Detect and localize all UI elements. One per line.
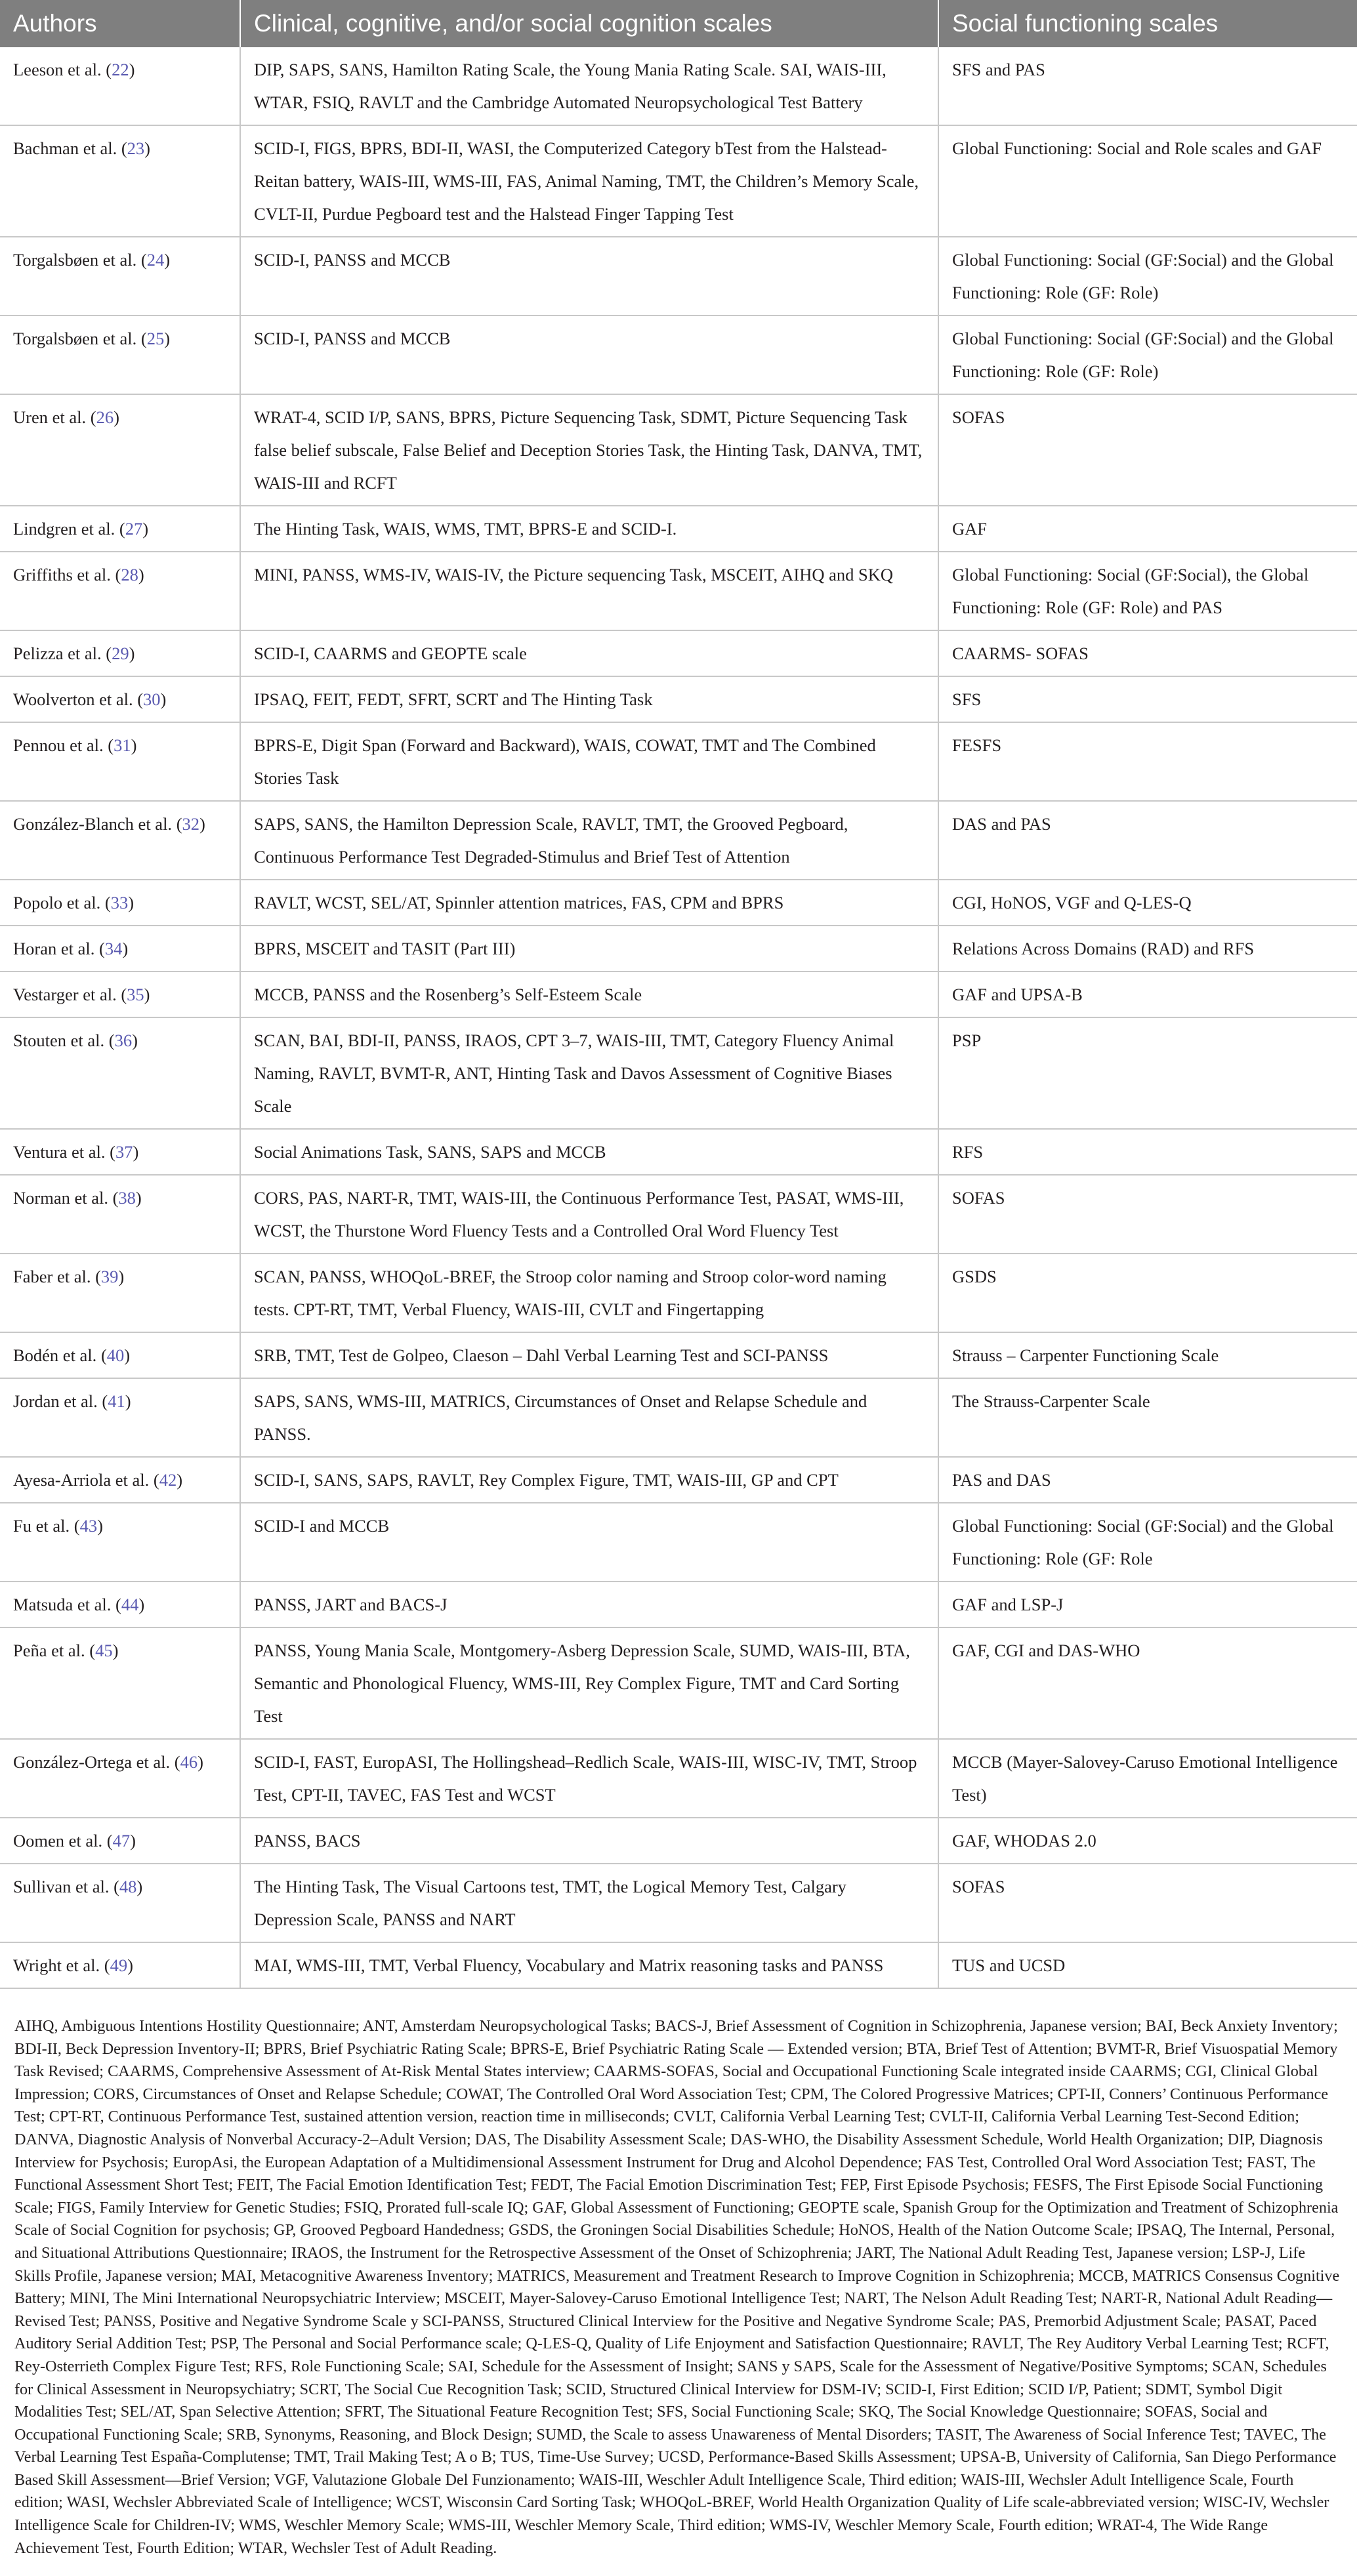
reference-link[interactable]: 28 [121,565,138,584]
clinical-scales-cell: The Hinting Task, WAIS, WMS, TMT, BPRS-E and SCID-I. [240,506,938,552]
table-row [0,801,1357,880]
table-row [0,1332,1357,1378]
ref-open-paren: ( [86,407,96,427]
social-scales-cell: DAS and PAS [938,801,1357,880]
table-row [0,1129,1357,1175]
social-scales-cell: GSDS [938,1254,1357,1332]
header-social-scales: Social functioning scales [938,0,1357,47]
ref-open-paren: ( [105,1142,115,1162]
author-cell [0,676,240,722]
ref-open-paren: ( [111,1595,121,1614]
clinical-scales-cell: SCID-I, CAARMS and GEOPTE scale [240,630,938,676]
social-scales-cell: SOFAS [938,1864,1357,1942]
clinical-scales-cell: CORS, PAS, NART-R, TMT, WAIS-III, the Continuous Performance Test, PASAT, WMS-III, WCST, the Thurstone Word Fluency Tests and a Controlled Oral Word Fluency Test [240,1175,938,1254]
clinical-scales-cell: WRAT-4, SCID I/P, SANS, BPRS, Picture Sequencing Task, SDMT, Picture Sequencing Task false belief subscale, False Belief and Deception Stories Task, the Hinting Task, DANVA, TMT, WAIS-III and RCFT [240,394,938,506]
author-name: Uren et al. [13,407,87,427]
social-scales-cell: GAF, CGI and DAS-WHO [938,1627,1357,1739]
author-cell [0,552,240,630]
clinical-scales-cell: SCAN, BAI, BDI-II, PANSS, IRAOS, CPT 3–7, WAIS-III, TMT, Category Fluency Animal Naming, RAVLT, BVMT-R, ANT, Hinting Task and Davos Assessment of Cognitive Biases Scale [240,1017,938,1129]
author-cell [0,1627,240,1739]
social-scales-cell: PSP [938,1017,1357,1129]
social-scales-cell: Global Functioning: Social (GF:Social), the Global Functioning: Role (GF: Role) and PAS [938,552,1357,630]
author-name: Fu et al. [13,1516,70,1536]
reference-link[interactable]: 34 [104,939,123,958]
reference-link[interactable]: 36 [114,1031,133,1050]
reference-link[interactable]: 29 [112,644,129,663]
social-scales-cell: Global Functioning: Social (GF:Social) and the Global Functioning: Role (GF: Role) [938,237,1357,316]
clinical-scales-cell: PANSS, JART and BACS-J [240,1582,938,1627]
clinical-scales-cell: BPRS-E, Digit Span (Forward and Backward), WAIS, COWAT, TMT and The Combined Stories Task [240,722,938,801]
author-name: Ventura et al. [13,1142,106,1162]
author-name: Oomen et al. [13,1831,103,1850]
author-name: Jordan et al. [13,1391,98,1411]
author-cell [0,316,240,394]
social-scales-cell: Global Functioning: Social (GF:Social) and the Global Functioning: Role (GF: Role [938,1503,1357,1582]
ref-close-paren: ) [142,519,149,539]
ref-close-paren: ) [112,1641,119,1660]
reference-link[interactable]: 30 [143,689,161,709]
ref-open-paren: ( [116,985,127,1004]
table-row [0,316,1357,394]
ref-close-paren: ) [124,1345,131,1365]
social-scales-cell: PAS and DAS [938,1457,1357,1503]
clinical-scales-cell: RAVLT, WCST, SEL/AT, Spinnler attention matrices, FAS, CPM and BPRS [240,880,938,926]
ref-open-paren: ( [100,1955,110,1975]
author-name: Bachman et al. [13,138,117,158]
reference-link[interactable]: 25 [146,329,165,348]
header-clinical-scales: Clinical, cognitive, and/or social cognition scales [240,0,938,47]
author-name: Pelizza et al. [13,644,102,663]
ref-open-paren: ( [85,1641,96,1660]
ref-close-paren: ) [127,1955,133,1975]
clinical-scales-cell: The Hinting Task, The Visual Cartoons test, TMT, the Logical Memory Test, Calgary Depression Scale, PANSS and NART [240,1864,938,1942]
author-cell [0,1942,240,1988]
ref-open-paren: ( [70,1516,80,1536]
author-cell [0,1017,240,1129]
reference-link[interactable]: 49 [110,1955,128,1975]
table-row [0,1175,1357,1254]
author-name: Popolo et al. [13,893,101,912]
author-name: González-Ortega et al. [13,1752,171,1772]
clinical-scales-cell: MCCB, PANSS and the Rosenberg’s Self-Esteem Scale [240,971,938,1017]
table-row [0,1582,1357,1627]
ref-close-paren: ) [129,60,135,79]
table-row [0,1739,1357,1818]
author-cell [0,1864,240,1942]
social-scales-cell: CAARMS- SOFAS [938,630,1357,676]
ref-open-paren: ( [136,329,147,348]
author-name: Torgalsbøen et al. [13,250,137,270]
table-row [0,394,1357,506]
ref-close-paren: ) [129,644,135,663]
clinical-scales-cell: Social Animations Task, SANS, SAPS and MCCB [240,1129,938,1175]
reference-link[interactable]: 22 [112,60,129,79]
author-name: Stouten et al. [13,1031,105,1050]
author-name: Peña et al. [13,1641,85,1660]
social-scales-cell: SOFAS [938,394,1357,506]
social-scales-cell: Global Functioning: Social (GF:Social) and the Global Functioning: Role (GF: Role) [938,316,1357,394]
social-scales-cell: GAF and UPSA-B [938,971,1357,1017]
author-cell [0,880,240,926]
ref-open-paren: ( [109,1877,119,1896]
reference-link[interactable]: 48 [119,1877,137,1896]
social-scales-cell: GAF, WHODAS 2.0 [938,1818,1357,1864]
ref-open-paren: ( [100,893,111,912]
author-cell [0,1175,240,1254]
ref-close-paren: ) [133,1142,139,1162]
ref-open-paren: ( [101,644,112,663]
header-row [0,0,1357,47]
table-row [0,676,1357,722]
social-scales-cell: GAF [938,506,1357,552]
social-scales-cell: SFS [938,676,1357,722]
author-cell [0,1739,240,1818]
author-cell [0,1332,240,1378]
ref-close-paren: ) [131,735,137,755]
author-cell [0,1378,240,1457]
ref-close-paren: ) [135,1188,142,1208]
author-cell [0,237,240,316]
social-scales-cell: Global Functioning: Social and Role scales and GAF [938,125,1357,237]
ref-open-paren: ( [110,565,121,584]
clinical-scales-cell: MAI, WMS-III, TMT, Verbal Fluency, Vocabulary and Matrix reasoning tasks and PANSS [240,1942,938,1988]
ref-open-paren: ( [91,1267,101,1286]
author-name: Lindgren et al. [13,519,115,539]
reference-link[interactable]: 39 [100,1267,119,1286]
ref-close-paren: ) [198,1752,203,1772]
author-name: Horan et al. [13,939,95,958]
ref-close-paren: ) [136,1877,143,1896]
ref-open-paren: ( [133,689,144,709]
table-row [0,1378,1357,1457]
ref-open-paren: ( [102,1831,113,1850]
ref-open-paren: ( [172,814,182,834]
ref-open-paren: ( [115,519,125,539]
author-cell [0,1818,240,1864]
author-name: Ayesa-Arriola et al. [13,1470,150,1490]
ref-close-paren: ) [177,1470,183,1490]
reference-link[interactable]: 40 [106,1345,125,1365]
reference-link[interactable]: 33 [110,893,129,912]
author-name: Vestarger et al. [13,985,117,1004]
author-cell [0,722,240,801]
ref-open-paren: ( [97,1391,108,1411]
ref-close-paren: ) [130,1831,136,1850]
author-cell [0,125,240,237]
reference-link[interactable]: 27 [125,519,143,539]
ref-open-paren: ( [96,1345,107,1365]
table-row [0,971,1357,1017]
table-row [0,1017,1357,1129]
reference-link[interactable]: 46 [180,1752,198,1772]
reference-link[interactable]: 26 [96,407,114,427]
author-cell [0,801,240,880]
clinical-scales-cell: SCID-I, SANS, SAPS, RAVLT, Rey Complex Figure, TMT, WAIS-III, GP and CPT [240,1457,938,1503]
reference-link[interactable]: 31 [114,735,131,755]
clinical-scales-cell: DIP, SAPS, SANS, Hamilton Rating Scale, the Young Mania Rating Scale. SAI, WAIS-III, WTAR, FSIQ, RAVLT and the Cambridge Automated Neuropsychological Test Battery [240,47,938,125]
ref-open-paren: ( [136,250,147,270]
author-cell [0,971,240,1017]
header-authors: Authors [0,0,240,47]
ref-close-paren: ) [164,329,171,348]
reference-link[interactable]: 41 [108,1391,125,1411]
table-header [0,0,1357,47]
ref-close-paren: ) [114,407,119,427]
clinical-scales-cell: SRB, TMT, Test de Golpeo, Claeson – Dahl Verbal Learning Test and SCI-PANSS [240,1332,938,1378]
table-row [0,1942,1357,1988]
author-name: González-Blanch et al. [13,814,173,834]
author-cell [0,506,240,552]
ref-close-paren: ) [122,939,129,958]
clinical-scales-cell: IPSAQ, FEIT, FEDT, SFRT, SCRT and The Hinting Task [240,676,938,722]
ref-close-paren: ) [138,565,144,584]
table-row [0,1864,1357,1942]
reference-link[interactable]: 24 [146,250,165,270]
clinical-scales-cell: PANSS, Young Mania Scale, Montgomery-Asberg Depression Scale, SUMD, WAIS-III, BTA, Semantic and Phonological Fluency, WMS-III, Rey Complex Figure, TMT and Card Sorting Test [240,1627,938,1739]
author-name: Griffiths et al. [13,565,111,584]
reference-link[interactable]: 35 [127,985,144,1004]
table-body [0,47,1357,1988]
table-row [0,1627,1357,1739]
social-scales-cell: SFS and PAS [938,47,1357,125]
social-scales-cell: Relations Across Domains (RAD) and RFS [938,926,1357,971]
reference-link[interactable]: 38 [118,1188,136,1208]
reference-link[interactable]: 47 [112,1831,131,1850]
author-cell [0,1582,240,1627]
clinical-scales-cell: SAPS, SANS, the Hamilton Depression Scale, RAVLT, TMT, the Grooved Pegboard, Continuous Performance Test Degraded-Stimulus and Brief Test of Attention [240,801,938,880]
table-row [0,237,1357,316]
ref-open-paren: ( [101,60,112,79]
author-name: Woolverton et al. [13,689,133,709]
ref-close-paren: ) [132,1031,138,1050]
author-cell [0,47,240,125]
clinical-scales-cell: PANSS, BACS [240,1818,938,1864]
clinical-scales-cell: BPRS, MSCEIT and TASIT (Part III) [240,926,938,971]
author-cell [0,1129,240,1175]
ref-close-paren: ) [97,1516,103,1536]
social-scales-cell: The Strauss-Carpenter Scale [938,1378,1357,1457]
author-cell [0,1254,240,1332]
ref-close-paren: ) [160,689,167,709]
author-name: Torgalsbøen et al. [13,329,137,348]
author-name: Faber et al. [13,1267,91,1286]
social-scales-cell: SOFAS [938,1175,1357,1254]
social-scales-cell: FESFS [938,722,1357,801]
social-scales-cell: GAF and LSP-J [938,1582,1357,1627]
ref-open-paren: ( [149,1470,159,1490]
ref-close-paren: ) [138,1595,145,1614]
table-row [0,552,1357,630]
ref-close-paren: ) [118,1267,125,1286]
table-row [0,880,1357,926]
table-row [0,722,1357,801]
author-cell [0,1503,240,1582]
ref-open-paren: ( [104,1031,115,1050]
clinical-scales-cell: MINI, PANSS, WMS-IV, WAIS-IV, the Picture sequencing Task, MSCEIT, AIHQ and SKQ [240,552,938,630]
author-cell [0,926,240,971]
ref-open-paren: ( [103,735,114,755]
clinical-scales-cell: SCID-I and MCCB [240,1503,938,1582]
author-name: Pennou et al. [13,735,104,755]
author-name: Sullivan et al. [13,1877,110,1896]
reference-link[interactable]: 43 [79,1516,98,1536]
social-scales-cell: Strauss – Carpenter Functioning Scale [938,1332,1357,1378]
author-name: Wright et al. [13,1955,100,1975]
table-row [0,125,1357,237]
author-name: Matsuda et al. [13,1595,112,1614]
clinical-scales-cell: SCAN, PANSS, WHOQoL-BREF, the Stroop color naming and Stroop color-word naming tests. CPT-RT, TMT, Verbal Fluency, WAIS-III, CVLT and Fingertapping [240,1254,938,1332]
author-name: Bodén et al. [13,1345,97,1365]
reference-link[interactable]: 42 [159,1470,177,1490]
author-name: Leeson et al. [13,60,102,79]
social-scales-cell: CGI, HoNOS, VGF and Q-LES-Q [938,880,1357,926]
author-name: Norman et al. [13,1188,108,1208]
ref-close-paren: ) [125,1391,131,1411]
table-row [0,1503,1357,1582]
reference-link[interactable]: 37 [115,1142,133,1162]
reference-link[interactable]: 23 [127,138,145,158]
author-cell [0,394,240,506]
clinical-scales-cell: SAPS, SANS, WMS-III, MATRICS, Circumstances of Onset and Relapse Schedule and PANSS. [240,1378,938,1457]
table-row [0,926,1357,971]
author-cell [0,1457,240,1503]
table-row [0,506,1357,552]
table-row [0,47,1357,125]
table-row [0,1818,1357,1864]
clinical-scales-cell: SCID-I, FAST, EuropASI, The Hollingshead–Redlich Scale, WAIS-III, WISC-IV, TMT, Stroop Test, CPT-II, TAVEC, FAS Test and WCST [240,1739,938,1818]
ref-close-paren: ) [144,985,150,1004]
ref-open-paren: ( [94,939,105,958]
table-row [0,630,1357,676]
ref-close-paren: ) [144,138,150,158]
ref-open-paren: ( [108,1188,119,1208]
clinical-scales-cell: SCID-I, PANSS and MCCB [240,237,938,316]
ref-open-paren: ( [170,1752,180,1772]
ref-open-paren: ( [117,138,127,158]
ref-close-paren: ) [164,250,171,270]
author-cell [0,630,240,676]
social-scales-cell: TUS and UCSD [938,1942,1357,1988]
ref-close-paren: ) [128,893,135,912]
reference-link[interactable]: 44 [121,1595,139,1614]
table-row [0,1457,1357,1503]
ref-close-paren: ) [199,814,205,834]
reference-link[interactable]: 32 [182,814,200,834]
clinical-scales-cell: SCID-I, PANSS and MCCB [240,316,938,394]
social-scales-cell: MCCB (Mayer-Salovey-Caruso Emotional Intelligence Test) [938,1739,1357,1818]
reference-link[interactable]: 45 [95,1641,113,1660]
table-row [0,1254,1357,1332]
abbreviations-footnote: AIHQ, Ambiguous Intentions Hostility Questionnaire; ANT, Amsterdam Neuropsychological Tasks; BACS-J, Brief Assessment of Cognition in Schizophrenia, Japanese version; BAI, Beck Anxiety Inventory; BDI-II, Beck Depression Inventory-II; BPRS, Brief Psychiatric Rating Scale; BPRS-E, Brief Psychiatric Rating Scale — Extended version; BTA, Brief Test of Attention; BVMT-R, Brief Visuospatial Memory Task Revised; CAARMS, Comprehensive Assessment of At-Risk Mental States interview; CAARMS-SOFAS, Social and Occupational Functioning Scale integrated inside CAARMS; CGI, Clinical Global Impression; CORS, Circumstances of Onset and Relapse Schedule; COWAT, The Controlled Oral Word Association Test; CPM, The Colored Progressive Matrices; CPT-II, Conners’ Continuous Performance Test; CPT-RT, Continuous Performance Test, sustained attention version, reaction time in milliseconds; CVLT, California Verbal Learning Test; CVLT-II, California Verbal Learning Test-Second Edition; DANVA, Diagnostic Analysis of Nonverbal Accuracy-2–Adult Version; DAS, The Disability Assessment Scale; DAS-WHO, the Disability Assessment Schedule, World Health Organization; DIP, Diagnosis Interview for Psychosis; EuropAsi, the European Adaptation of a Multidimensional Assessment Instrument for Drug and Alcohol Dependence; FAS Test, Controlled Oral Word Association Test; FAST, The Functional Assessment Short Test; FEIT, The Facial Emotion Identification Test; FEDT, The Facial Emotion Discrimination Test; FEP, First Episode Psychosis; FESFS, The First Episode Social Functioning Scale; FIGS, Family Interview for Genetic Studies; FSIQ, Prorated full-scale IQ; GAF, Global Assessment of Functioning; GEOPTE scale, Spanish Group for the Optimization and Treatment of Schizophrenia Scale of Social Cognition for psychosis; GP, Grooved Pegboard Handedness; GSDS, the Groningen Social Disabilities Schedule; HoNOS, Health of the Nation Outcome Scale; IPSAQ, The Internal, Personal, and Situational Attributions Questionnaire; IRAOS, the Instrument for the Retrospective Assessment of the Onset of Schizophrenia; JART, The National Adult Reading Test, Japanese version; LSP-J, Life Skills Profile, Japanese version; MAI, Metacognitive Awareness Inventory; MATRICS, Measurement and Treatment Research to Improve Cognition in Schizophrenia; MCCB, MATRICS Consensus Cognitive Battery; MINI, The Mini International Neuropsychiatric Interview; MSCEIT, Mayer-Salovey-Caruso Emotional Intelligence Test; NART, The Nelson Adult Reading Test; NART-R, National Adult Reading—Revised Test; PANSS, Positive and Negative Syndrome Scale y SCI-PANSS, Structured Clinical Interview for the Positive and Negative Syndrome Scale; PAS, Premorbid Adjustment Scale; PASAT, Paced Auditory Serial Addition Test; PSP, The Personal and Social Performance scale; Q-LES-Q, Quality of Life Enjoyment and Satisfaction Questionnaire; RAVLT, The Rey Auditory Verbal Learning Test; RCFT, Rey-Osterrieth Complex Figure Test; RFS, Role Functioning Scale; SAI, Schedule for the Assessment of Insight; SANS y SAPS, Scale for the Assessment of Negative/Positive Symptoms; SCAN, Schedules for Clinical Assessment in Neuropsychiatry; SCRT, The Social Cue Recognition Task; SCID, Structured Clinical Interview for DSM-IV; SCID-I, First Edition; SCID I/P, Patient; SDMT, Symbol Digit Modalities Test; SEL/AT, Span Selective Attention; SFRT, The Situational Feature Recognition Test; SFS, Social Functioning Scale; SKQ, The Social Knowledge Questionnaire; SOFAS, Social and Occupational Functioning Scale; SRB, Synonyms, Reasoning, and Block Design; SUMD, the Scale to assess Unawareness of Mental Disorders; TASIT, The Awareness of Social Inference Test; TAVEC, The Verbal Learning Test España-Complutense; TMT, Trail Making Test; A o B; TUS, Time-Use Survey; UCSD, Performance-Based Skills Assessment; UPSA-B, University of California, San Diego Performance Based Skill Assessment—Brief Version; VGF, Valutazione Globale Del Funzionamento; WAIS-III, Weschler Adult Intelligence Scale, Third edition; WAIS-III, Wechsler Adult Intelligence Scale, Fourth edition; WASI, Wechsler Abbreviated Scale of Intelligence; WCST, Wisconsin Card Sorting Task; WHOQoL-BREF, World Health Organization Quality of Life scale-abbreviated version; WISC-IV, Wechsler Intelligence Scale for Children-IV; WMS, Weschler Memory Scale; WMS-III, Weschler Memory Scale, Third edition; WMS-IV, Weschler Memory Scale, Fourth edition; WRAT-4, The Wide Range Achievement Test, Fourth Edition; WTAR, Wechsler Test of Adult Reading. [14,2017,1340,2557]
social-scales-cell: RFS [938,1129,1357,1175]
clinical-scales-cell: SCID-I, FIGS, BPRS, BDI-II, WASI, the Computerized Category bTest from the Halstead-Reitan battery, WAIS-III, WMS-III, FAS, Animal Naming, TMT, the Children’s Memory Scale, CVLT-II, Purdue Pegboard test and the Halstead Finger Tapping Test [240,125,938,237]
